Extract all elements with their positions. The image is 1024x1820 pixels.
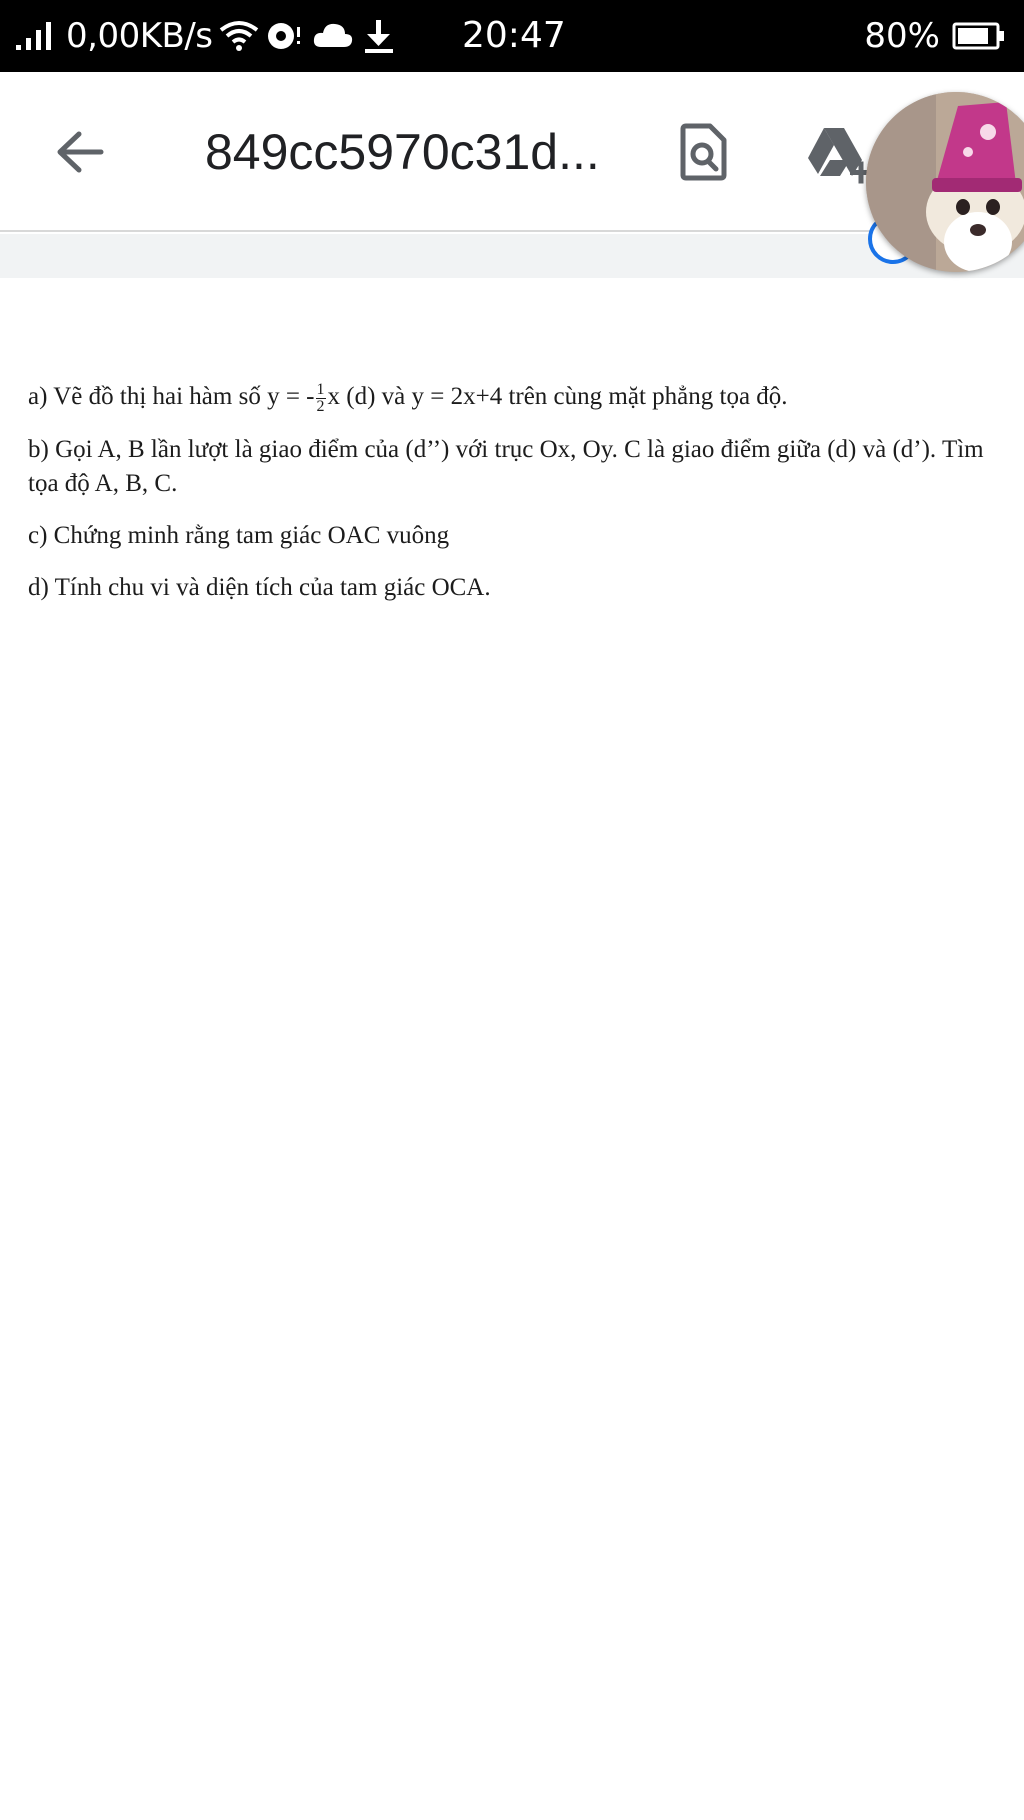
back-button[interactable] <box>50 122 110 182</box>
question-c: c) Chứng minh rằng tam giác OAC vuông <box>28 521 450 549</box>
search-in-document-button[interactable] <box>672 120 736 184</box>
fraction-numerator: 1 <box>316 380 325 398</box>
battery-icon <box>952 21 1006 51</box>
search-in-document-icon <box>680 123 728 181</box>
fraction-denominator: 2 <box>316 397 325 415</box>
status-clock: 20:47 <box>462 15 566 56</box>
wifi-icon <box>219 20 259 52</box>
notification-icon <box>265 19 305 53</box>
status-right-group <box>864 0 1006 72</box>
signal-icon <box>14 21 58 51</box>
question-a-suffix: x (d) và y = 2x+4 trên cùng mặt phẳng tọa độ. <box>327 383 788 410</box>
question-a <box>28 380 1008 415</box>
status-left-group <box>14 0 397 72</box>
back-arrow-icon <box>55 130 105 174</box>
status-bar <box>0 0 1024 72</box>
question-b: b) Gọi A, B lần lượt là giao điểm của (d’’) với trục Ox, Oy. C là giao điểm giữa (d) và (d’). Tìm tọa độ A, B, C. <box>28 435 984 497</box>
fraction <box>316 382 326 415</box>
question-a-prefix: a) Vẽ đồ thị hai hàm số y = - <box>28 383 315 410</box>
battery-percentage: 80% <box>864 16 940 56</box>
document-body <box>28 380 1008 623</box>
network-speed: 0,00KB/s <box>66 16 213 56</box>
question-d: d) Tính chu vi và diện tích của tam giác OCA. <box>28 573 491 601</box>
cloud-icon <box>311 21 355 51</box>
document-title: 849cc5970c31d... <box>205 124 600 180</box>
download-icon <box>361 18 397 54</box>
